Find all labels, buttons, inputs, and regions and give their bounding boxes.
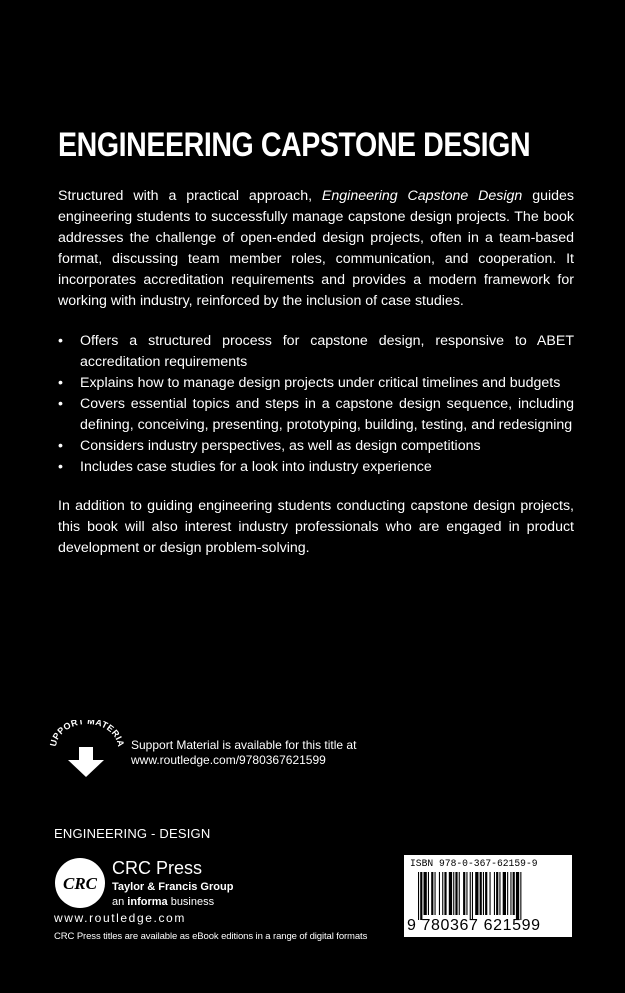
feature-item: • Explains how to manage design projects under critical timelines and budgets [58,373,574,394]
subject-category: ENGINEERING - DESIGN [54,826,211,841]
barcode-bar [510,872,511,915]
intro-paragraph [58,186,574,312]
barcode-bar [444,872,446,915]
barcode-bar [466,872,467,915]
feature-item: • Considers industry perspectives, as well as design competitions [58,436,574,457]
barcode-bar [503,872,506,915]
barcode-bar [470,872,471,920]
barcode-bar [424,872,427,915]
publisher-name: CRC Press [112,858,203,878]
barcode-bar [453,872,454,915]
barcode-bar [442,872,443,915]
barcode-bar [449,872,452,915]
ebook-note: CRC Press titles are available as eBook editions in a range of digital formats [54,931,368,942]
publisher-group: Taylor & Francis Group [112,881,234,893]
barcode-bar [485,872,487,915]
publisher-website[interactable]: www.routledge.com [54,911,186,925]
support-line: Support Material is available for this title at [131,738,357,752]
barcode-bar [490,872,491,915]
support-badge-text: UPPORT MATERIA [48,720,126,748]
closing-paragraph: In addition to guiding engineering students conducting capstone design projects, this book will also interest industry professionals who are engaged in product development or design problem-solving. [58,498,574,556]
barcode-bar [431,872,433,915]
isbn-label: ISBN 978-0-367-62159-9 [410,858,538,870]
barcode-bar [494,872,495,915]
barcode-bar [483,872,484,915]
barcode-bar [418,872,419,920]
intro-book-title-italic: Engineering Capstone Design [321,188,523,204]
barcode-bar [520,872,521,920]
barcode-bar [435,872,436,915]
support-link[interactable]: www.routledge.com/9780367621599 [131,753,326,767]
support-info [131,738,356,768]
book-title: ENGINEERING CAPSTONE DESIGN [58,126,531,164]
barcode-bar [439,872,440,915]
barcode-bar [475,872,478,915]
barcode-bar [507,872,508,915]
intro-text-start: Structured with a practical approach, [58,188,322,204]
svg-text:SUPPORT MATERIAL [48,720,126,748]
barcode-bar [513,872,515,915]
intro-text-end: guides engineering students to successfully manage capstone design projects. The book addresses the challenge of open-ended design projects, often in a team-based format, discussing team member roles, communication, and cooperation. It incorporates accreditation requirements and provides a modern framework for working with industry, reinforced by the inclusion of case studies. [58,188,575,309]
barcode-digits: 9 780367 621599 [407,917,541,934]
barcode-bar [516,872,519,920]
feature-item: • Covers essential topics and steps in a capstone design sequence, including defining, conceiving, presenting, prototyping, building, testing, and redesigning [58,394,574,436]
support-material-icon [48,720,126,780]
barcode-bar [459,872,460,915]
svg-text:CRC: CRC [62,874,98,893]
barcode-bar [428,872,429,915]
feature-list [58,331,574,478]
publisher-business: an informa business [112,896,215,908]
barcode-bar [420,872,422,920]
feature-item: • Offers a structured process for capstone design, responsive to ABET accreditation requirements [58,331,574,373]
feature-item: • Includes case studies for a look into industry experience [58,457,574,478]
barcode-bars [418,872,568,920]
barcode-bar [496,872,498,915]
barcode-bar [499,872,500,915]
barcode-bar [472,872,473,920]
barcode-bar [455,872,457,915]
barcode-bar [463,872,465,915]
crc-logo-icon [54,857,106,909]
barcode-bar [480,872,482,915]
isbn-barcode [404,855,572,937]
